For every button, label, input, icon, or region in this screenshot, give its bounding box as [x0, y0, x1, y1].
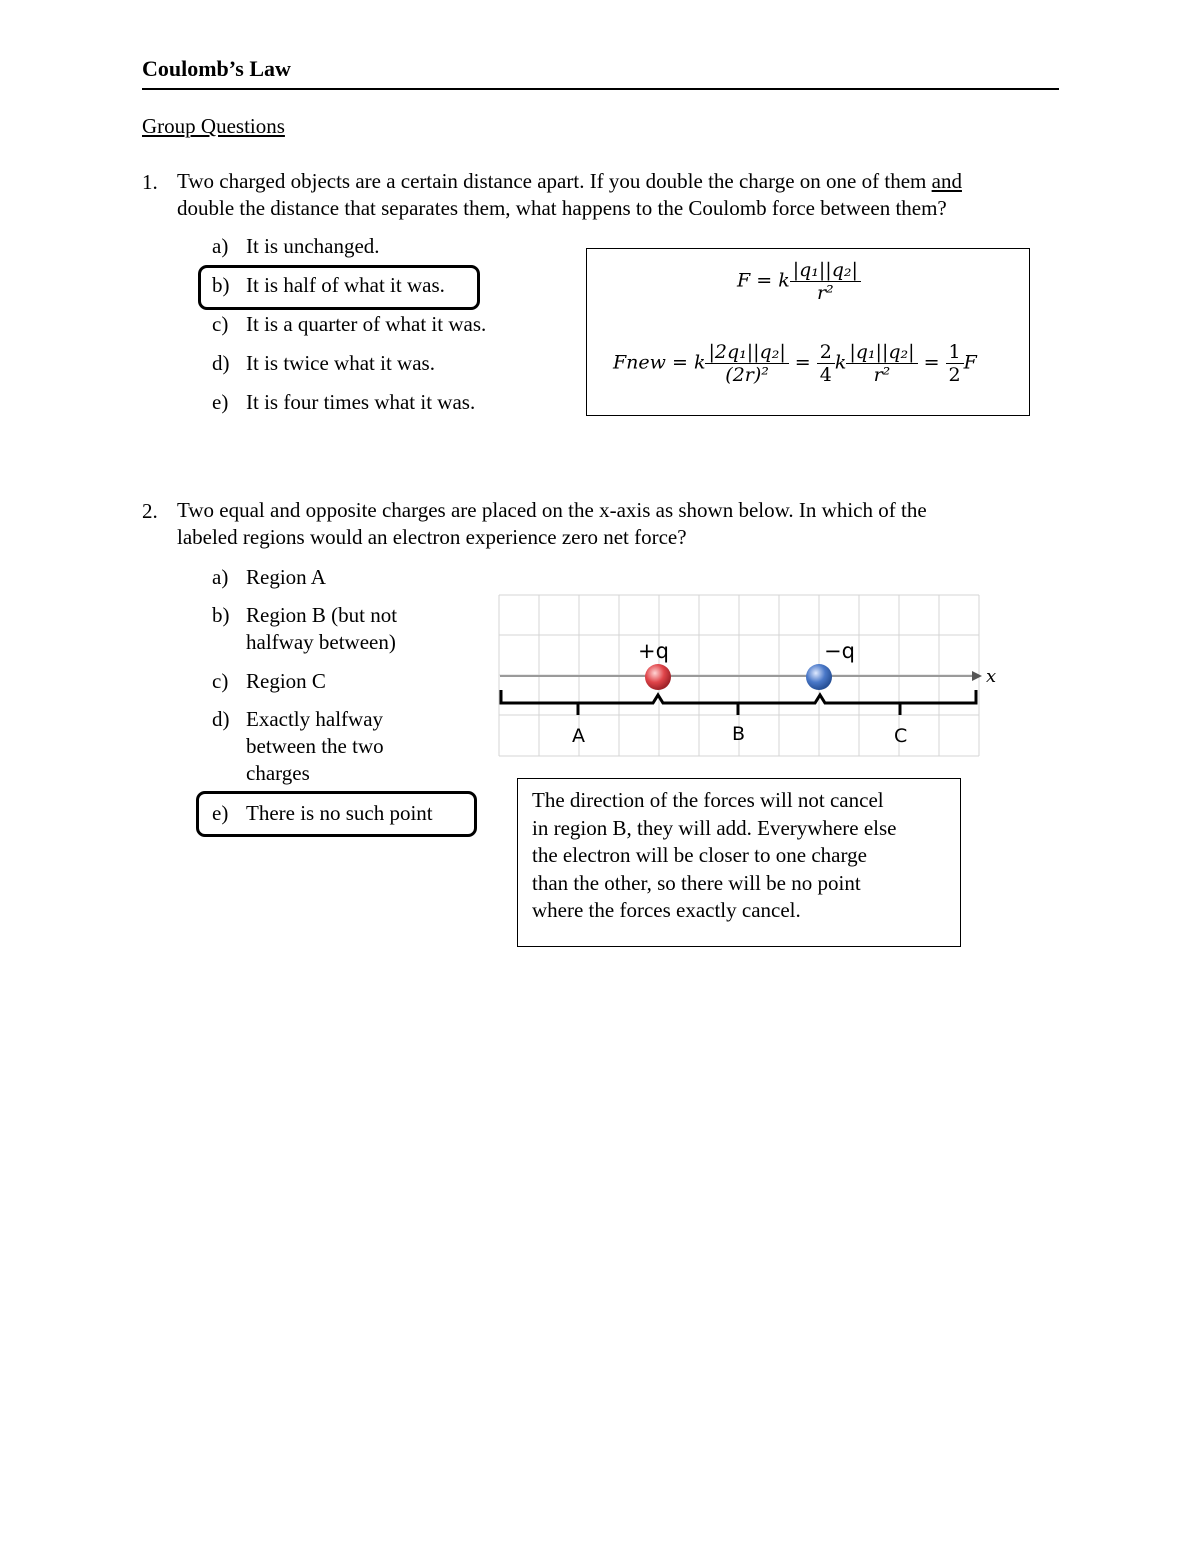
formula-denominator: r²: [816, 282, 834, 304]
option-letter: e): [212, 801, 229, 825]
option-text: Region B (but not: [246, 603, 398, 627]
negative-charge: [806, 664, 832, 690]
explanation-line: in region B, they will add. Everywhere else: [532, 815, 897, 840]
formula-eq: =: [794, 351, 811, 374]
q1-number: 1.: [142, 170, 158, 194]
option-letter: a): [212, 234, 229, 258]
q1-text-line2: double the distance that separates them, what happens to the Coulomb force between them?: [177, 196, 947, 220]
positive-charge: [645, 664, 671, 690]
option-text: Region C: [246, 669, 326, 693]
region-label-c: C: [894, 725, 908, 747]
q2-text-line1: Two equal and opposite charges are placed on the x-axis as shown below. In which of the: [177, 498, 927, 522]
option-letter: c): [212, 312, 229, 336]
neg-charge-label: −q: [824, 639, 855, 663]
explanation-line: than the other, so there will be no point: [532, 870, 861, 895]
option-text: charges: [246, 761, 310, 785]
page-title: Coulomb’s Law: [142, 56, 291, 81]
formula-eq: =: [756, 269, 773, 292]
formula-denominator: 2: [948, 364, 961, 386]
formula-numerator: 1: [946, 341, 964, 364]
formula-numerator: 2: [817, 341, 835, 364]
formula-k: k: [778, 269, 790, 292]
x-axis-label: x: [986, 666, 997, 687]
q2-number: 2.: [142, 499, 158, 523]
q2-text-line2: labeled regions would an electron experience zero net force?: [177, 525, 687, 549]
q2-option-d[interactable]: [212, 706, 384, 787]
title-rule: [142, 88, 1059, 90]
q2-selected-answer-circle: [196, 791, 477, 837]
option-letter: d): [212, 707, 230, 731]
option-text: It is unchanged.: [246, 234, 380, 258]
option-text: There is no such point: [246, 801, 433, 825]
region-label-a: A: [572, 725, 585, 747]
option-letter: b): [212, 273, 230, 297]
q1-option-e[interactable]: [212, 389, 475, 416]
formula-box: [586, 248, 1030, 416]
q2-option-b[interactable]: [212, 602, 397, 656]
option-text: Exactly halfway: [246, 707, 384, 731]
formula-denominator: (2r)²: [725, 364, 769, 386]
formula-f: F: [737, 269, 751, 292]
section-heading: Group Questions: [142, 114, 285, 138]
q2-option-c[interactable]: [212, 668, 326, 695]
pos-charge-label: +q: [638, 639, 669, 663]
option-text: Region A: [246, 565, 326, 589]
formula-denominator: r²: [873, 364, 891, 386]
option-text: It is a quarter of what it was.: [246, 312, 487, 336]
formula-denominator: 4: [819, 364, 832, 386]
formula-k: k: [693, 351, 706, 374]
explanation-text: [532, 787, 896, 925]
formula-fnew: Fnew: [613, 351, 666, 374]
option-letter: b): [212, 603, 230, 627]
q1-option-a[interactable]: [212, 233, 380, 260]
formula-k: k: [834, 351, 847, 374]
fnew-formula: [613, 341, 977, 386]
explanation-line: The direction of the forces will not cancel: [532, 788, 884, 812]
option-text: between the two: [246, 734, 384, 758]
q2-option-a[interactable]: [212, 564, 326, 591]
option-text: It is twice what it was.: [246, 351, 435, 375]
formula-eq: =: [671, 351, 688, 374]
formula-eq: =: [923, 351, 940, 374]
q1-option-d[interactable]: [212, 350, 435, 377]
option-text: It is four times what it was.: [246, 390, 476, 414]
explanation-line: where the forces exactly cancel.: [532, 898, 801, 922]
q1-text: [177, 168, 1067, 222]
coulomb-formula: [737, 259, 861, 304]
option-letter: c): [212, 669, 229, 693]
option-text: It is half of what it was.: [246, 273, 445, 297]
option-text: halfway between): [246, 630, 396, 654]
q1-option-c[interactable]: [212, 311, 486, 338]
q1-text-before: Two charged objects are a certain distance apart. If you double the charge on one of them: [177, 169, 932, 193]
region-label-b: B: [732, 723, 746, 745]
formula-numerator: |2q₁||q₂|: [705, 341, 788, 364]
explanation-box: [517, 778, 961, 947]
q2-text: [177, 497, 1067, 551]
option-letter: d): [212, 351, 230, 375]
explanation-line: the electron will be closer to one charge: [532, 843, 867, 867]
q1-text-underlined: and: [931, 169, 962, 193]
formula-f: F: [963, 351, 977, 374]
option-letter: e): [212, 390, 229, 414]
q1-selected-answer-circle: [198, 265, 480, 310]
x-axis: [500, 671, 982, 681]
charges-diagram: [498, 594, 997, 758]
option-letter: a): [212, 565, 229, 589]
formula-numerator: |q₁||q₂|: [846, 341, 917, 364]
formula-numerator: |q₁||q₂|: [790, 259, 861, 282]
